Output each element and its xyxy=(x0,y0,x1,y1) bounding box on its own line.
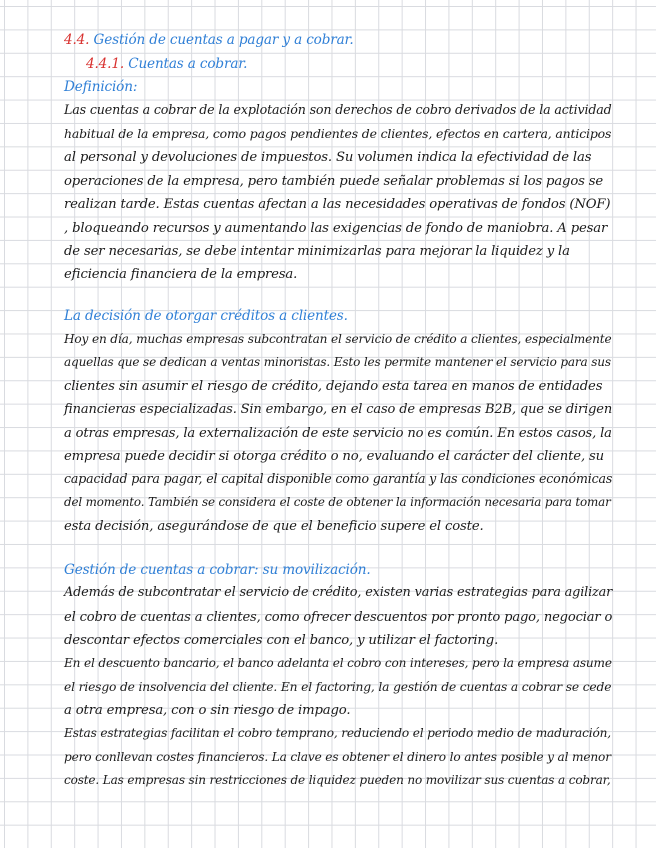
paragraph-line: capacidad para pagar, el capital disponible como garantía y las condiciones económicas xyxy=(64,471,613,486)
subsection-heading xyxy=(86,58,247,72)
paragraph-line: Además de subcontratar el servicio de crédito, existen varias estrategias para agilizar xyxy=(64,585,613,600)
paragraph-line: Estas estrategias facilitan el cobro temprano, reduciendo el periodo medio de maduración, xyxy=(64,726,612,740)
paragraph-line: operaciones de la empresa, pero también puede señalar problemas si los pagos se xyxy=(64,174,604,189)
paragraph-line: el cobro de cuentas a clientes, como ofrecer descuentos por pronto pago, negociar o xyxy=(64,610,613,625)
subsection-title: Cuentas a cobrar. xyxy=(128,56,248,72)
paragraph-line: del momento. También se considera el coste de obtener la información necesaria para tomar xyxy=(64,495,611,509)
movilizacion-heading: Gestión de cuentas a cobrar: su movilización. xyxy=(64,562,371,578)
paragraph-line: a otra empresa, con o sin riesgo de impago. xyxy=(64,703,351,718)
section-title: Gestión de cuentas a pagar y a cobrar. xyxy=(93,32,354,48)
paragraph-line: realizan tarde. Estas cuentas afectan a las necesidades operativas de fondos (NOF) xyxy=(64,197,611,212)
definicion-label: Definición: xyxy=(64,79,138,95)
paragraph-line: coste. Las empresas sin restricciones de liquidez pueden no movilizar sus cuentas a cobrar, xyxy=(64,773,611,787)
paragraph-line: aquellas que se dedican a ventas minoristas. Esto les permite mantener el servicio para sus xyxy=(64,355,611,369)
section-number: 4.4. xyxy=(64,32,90,48)
paragraph-line: , bloqueando recursos y aumentando las exigencias de fondo de maniobra. A pesar xyxy=(64,221,608,236)
paragraph-line: financieras especializadas. Sin embargo, en el caso de empresas B2B, que se dirigen xyxy=(64,402,613,417)
paragraph-line: pero conllevan costes financieros. La clave es obtener el dinero lo antes posible y al menor xyxy=(64,750,611,764)
paragraph-line: En el descuento bancario, el banco adelanta el cobro con intereses, pero la empresa asume xyxy=(64,656,612,670)
section-heading xyxy=(64,34,354,48)
paragraph-line: Las cuentas a cobrar de la explotación son derechos de cobro derivados de la actividad xyxy=(64,102,612,117)
paragraph-line: Hoy en día, muchas empresas subcontratan el servicio de crédito a clientes, especialmente xyxy=(64,332,612,346)
paragraph-line: clientes sin asumir el riesgo de crédito, dejando esta tarea en manos de entidades xyxy=(64,379,603,394)
paragraph-line: empresa puede decidir si otorga crédito o no, evaluando el carácter del cliente, su xyxy=(64,449,604,464)
paragraph-line: al personal y devoluciones de impuestos. Su volumen indica la efectividad de las xyxy=(64,150,592,165)
paragraph-line: descontar efectos comerciales con el banco, y utilizar el factoring. xyxy=(64,633,499,648)
paragraph-line: el riesgo de insolvencia del cliente. En el factoring, la gestión de cuentas a cobrar se cede xyxy=(64,680,612,694)
subsection-number: 4.4.1. xyxy=(86,56,125,72)
paragraph-line: habitual de la empresa, como pagos pendientes de clientes, efectos en cartera, anticipos xyxy=(64,126,612,141)
paragraph-line: eficiencia financiera de la empresa. xyxy=(64,267,298,282)
decision-heading: La decisión de otorgar créditos a clientes. xyxy=(64,308,348,324)
paragraph-line: a otras empresas, la externalización de este servicio no es común. En estos casos, la xyxy=(64,426,612,441)
paragraph-line: esta decisión, asegurándose de que el beneficio supere el coste. xyxy=(64,519,484,534)
paragraph-line: de ser necesarias, se debe intentar minimizarlas para mejorar la liquidez y la xyxy=(64,244,570,259)
